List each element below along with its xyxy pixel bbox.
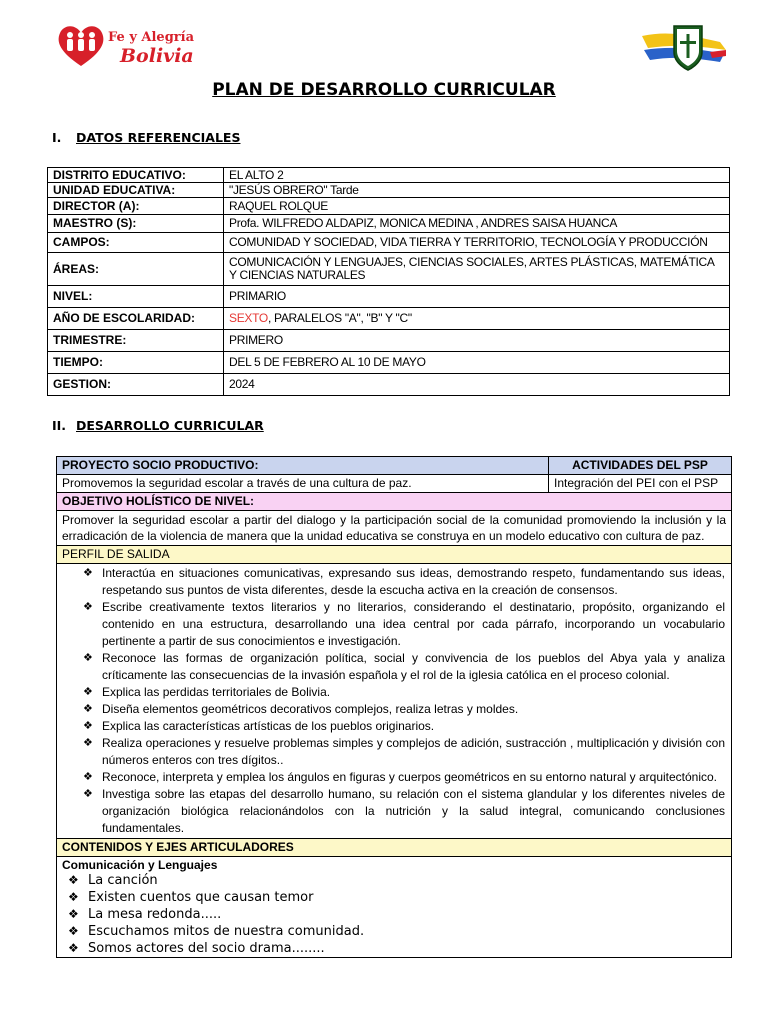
- list-item: ❖ Investiga sobre las etapas del desarrollo humano, su relación con el sistema glandular y los diferentes niveles de organización biológica relacionándolos con la nutrición y la salud integral, comunicando conclusiones fundamentales.: [102, 786, 725, 837]
- list-item: ❖ Interactúa en situaciones comunicativas, expresando sus ideas, demostrando respeto, fundamentando sus ideas, respetando sus puntos de vista diferentes, desde la escucha activa en la creación de consensos.: [102, 565, 725, 599]
- table-row: NIVEL: PRIMARIO: [48, 286, 730, 308]
- list-item: ❖ Escribe creativamente textos literarios y no literarios, considerando el destinatario, propósito, organizando el contenido en una estructura, desarrollando una idea central por cada párrafo, incorporando un vocabulario pertinente a partir de sus conocimientos e investigación.: [102, 599, 725, 650]
- svg-text:Bolivia: Bolivia: [120, 45, 194, 67]
- list-item: ❖ Realiza operaciones y resuelve problemas simples y complejos de adición, sustracción , multiplicación y división con números enteros con tres dígitos..: [102, 735, 725, 769]
- list-item: ❖ La mesa redonda.....: [88, 906, 726, 923]
- table-row: [57, 564, 732, 839]
- svg-text:Fe y Alegría: Fe y Alegría: [108, 30, 194, 45]
- table-row: AÑO DE ESCOLARIDAD: SEXTO, PARALELOS "A", "B" Y "C": [48, 308, 730, 330]
- document-title: PLAN DE DESARROLLO CURRICULAR: [212, 80, 556, 100]
- table-row: [57, 857, 732, 958]
- table-row: OBJETIVO HOLÍSTICO DE NIVEL:: [57, 493, 732, 511]
- table-row: DIRECTOR (A): RAQUEL ROLQUE: [48, 198, 730, 215]
- fe-y-alegria-logo: [56, 22, 206, 70]
- section-heading-desarrollo: II. DESARROLLO CURRICULAR: [52, 418, 264, 433]
- list-item: ❖ La canción: [88, 872, 726, 889]
- table-row: Promover la seguridad escolar a partir del dialogo y la participación social de la comunidad promoviendo la inclusión y la erradicación de la violencia de manera que la unidad educativa se construya en un modelo educativo con cultura de paz.: [57, 511, 732, 546]
- table-row: Promovemos la seguridad escolar a través de una cultura de paz. Integración del PEI con el PSP: [57, 475, 732, 493]
- table-row: PROYECTO SOCIO PRODUCTIVO: ACTIVIDADES DEL PSP: [57, 457, 732, 475]
- datos-referenciales-table: [47, 167, 730, 396]
- contenidos-list: [62, 872, 726, 957]
- table-row: GESTION: 2024: [48, 374, 730, 396]
- table-row: DISTRITO EDUCATIVO: EL ALTO 2: [48, 168, 730, 183]
- list-item: ❖ Somos actores del socio drama........: [88, 940, 726, 957]
- list-item: ❖ Existen cuentos que causan temor: [88, 889, 726, 906]
- school-emblem-logo: [640, 22, 728, 74]
- list-item: ❖ Reconoce las formas de organización política, social y convivencia de los pueblos del Abya yala y analiza críticamente las consecuencias de la invasión española y el rol de la iglesia católica en el proceso colonial.: [102, 650, 725, 684]
- table-row: CAMPOS: COMUNIDAD Y SOCIEDAD, VIDA TIERRA Y TERRITORIO, TECNOLOGÍA Y PRODUCCIÓN: [48, 233, 730, 253]
- desarrollo-curricular-table: [56, 456, 732, 958]
- table-row: TIEMPO: DEL 5 DE FEBRERO AL 10 DE MAYO: [48, 352, 730, 374]
- table-row: UNIDAD EDUCATIVA: "JESÚS OBRERO" Tarde: [48, 183, 730, 198]
- table-row: CONTENIDOS Y EJES ARTICULADORES: [57, 839, 732, 857]
- contenidos-subheader: Comunicación y Lenguajes: [62, 858, 218, 872]
- list-item: ❖ Explica las características artísticas de los pueblos originarios.: [102, 718, 725, 735]
- list-item: ❖ Explica las perdidas territoriales de Bolivia.: [102, 684, 725, 701]
- list-item: ❖ Escuchamos mitos de nuestra comunidad.: [88, 923, 726, 940]
- table-row: TRIMESTRE: PRIMERO: [48, 330, 730, 352]
- table-row: ÁREAS: COMUNICACIÓN Y LENGUAJES, CIENCIAS SOCIALES, ARTES PLÁSTICAS, MATEMÁTICA Y CIENCIAS NATURALES: [48, 253, 730, 286]
- table-row: PERFIL DE SALIDA: [57, 546, 732, 564]
- list-item: ❖ Reconoce, interpreta y emplea los ángulos en figuras y cuerpos geométricos en su entorno natural y arquitectónico.: [102, 769, 725, 786]
- list-item: ❖ Diseña elementos geométricos decorativos complejos, realiza letras y moldes.: [102, 701, 725, 718]
- perfil-list: [62, 565, 725, 837]
- section-heading-datos: I. DATOS REFERENCIALES: [52, 130, 241, 145]
- table-row: MAESTRO (S): Profa. WILFREDO ALDAPIZ, MONICA MEDINA , ANDRES SAISA HUANCA: [48, 215, 730, 233]
